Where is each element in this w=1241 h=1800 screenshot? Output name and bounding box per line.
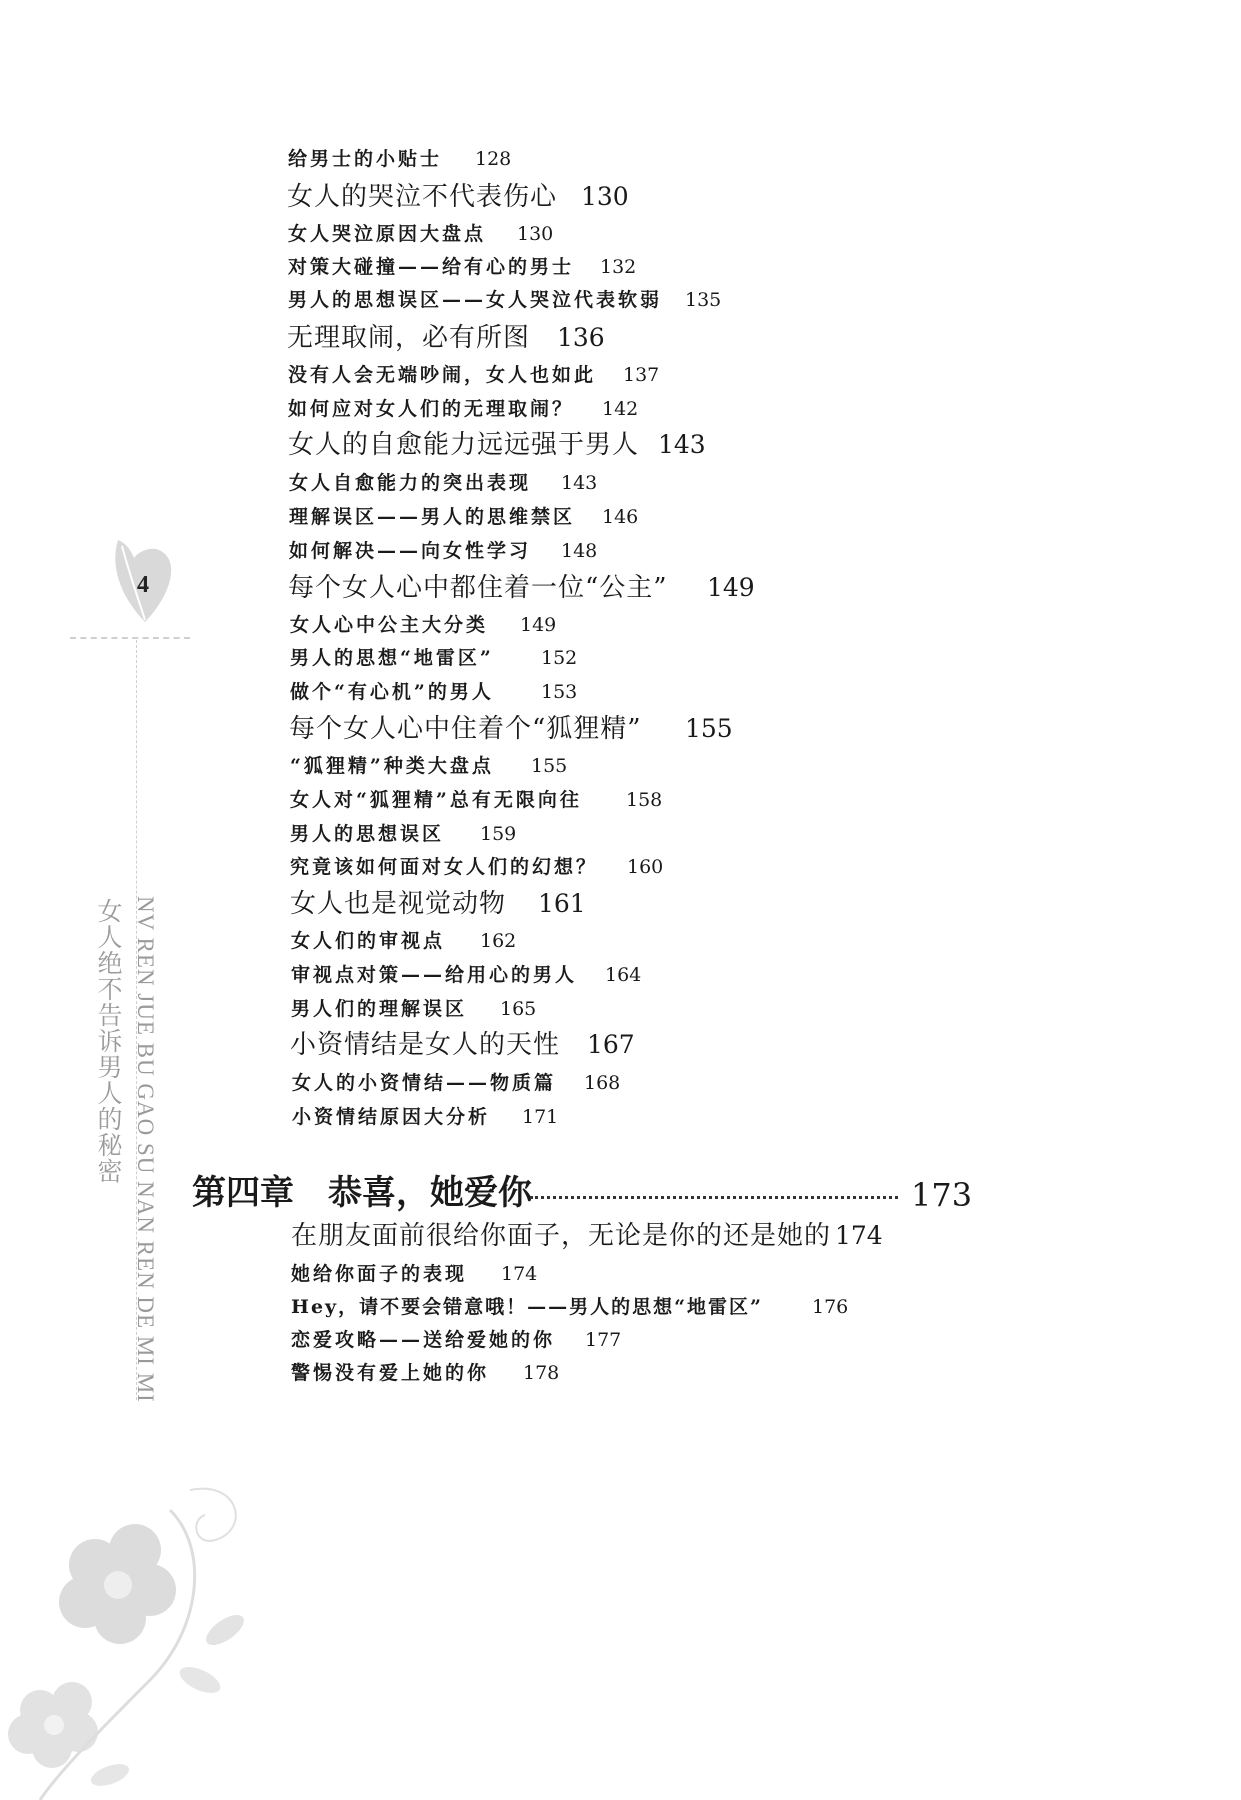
toc-entry[interactable] (289, 472, 598, 494)
toc-entry-page: 174 (501, 1263, 538, 1285)
toc-entry[interactable] (291, 930, 517, 952)
toc-entry-title: 女人的自愈能力远远强于男人 (288, 430, 640, 460)
toc-entry-title: 女人的哭泣不代表伤心 (287, 182, 558, 212)
toc-entry-title: 究竟该如何面对女人们的幻想？ (290, 856, 599, 878)
toc-entry[interactable] (290, 681, 578, 703)
toc-entry[interactable] (290, 789, 663, 811)
toc-entry-title: 如何解决——向女性学习 (289, 540, 532, 562)
toc-entry[interactable] (288, 256, 637, 278)
toc-entry-page: 142 (602, 398, 639, 420)
flower-decoration-icon (0, 1380, 260, 1800)
book-title-cn: 女人绝不告诉男人的秘密 (94, 898, 123, 1184)
toc-entry-page: 158 (626, 789, 663, 811)
toc-entry-title: 没有人会无端吵闹，女人也如此 (288, 364, 597, 386)
toc-entry-title: Hey，请不要会错意哦！——男人的思想“地雷区” (291, 1296, 763, 1318)
toc-entry[interactable] (289, 540, 598, 562)
toc-entry[interactable] (288, 364, 660, 386)
toc-entry-title: 男人们的理解误区 (291, 998, 468, 1020)
toc-entry-title: “狐狸精”种类大盘点 (290, 755, 494, 777)
toc-entry[interactable] (291, 1263, 538, 1285)
toc-entry-page: 136 (557, 323, 605, 352)
toc-entry[interactable] (289, 714, 733, 744)
toc-entry-title: 女人的小资情结——物质篇 (292, 1072, 557, 1094)
toc-entry-page: 159 (480, 823, 517, 845)
toc-entry-title: 恋爱攻略——送给爱她的你 (291, 1329, 556, 1351)
toc-entry-title: 女人也是视觉动物 (290, 889, 507, 919)
toc-entry-page: 162 (480, 930, 517, 952)
dot-leader (530, 1196, 898, 1199)
toc-entry-title: 小资情结原因大分析 (292, 1106, 491, 1128)
toc-entry-page: 143 (658, 430, 706, 459)
toc-entry[interactable] (290, 755, 568, 777)
toc-entry-page: 165 (500, 998, 537, 1020)
toc-entry[interactable] (288, 573, 755, 603)
toc-entry[interactable] (291, 1362, 560, 1384)
toc-entry-title: 做个“有心机”的男人 (290, 681, 494, 703)
toc-entry-page: 153 (541, 681, 578, 703)
toc-entry-title: 女人心中公主大分类 (290, 614, 489, 636)
toc-entry-title: 小资情结是女人的天性 (290, 1030, 561, 1060)
toc-entry-title: 男人的思想误区 (290, 823, 445, 845)
toc-entry-title: 如何应对女人们的无理取闹？ (288, 398, 575, 420)
toc-entry[interactable] (291, 1296, 849, 1318)
book-title-pinyin: NV REN JUE BU GAO SU NAN REN DE MI MI (133, 896, 158, 1403)
toc-entry-title: 她给你面子的表现 (291, 1263, 468, 1285)
toc-entry-page: 176 (812, 1296, 849, 1318)
toc-entry-page: 160 (627, 856, 664, 878)
toc-entry[interactable] (290, 647, 578, 669)
toc-entry-page: 155 (531, 755, 568, 777)
toc-entry-page: 177 (585, 1329, 622, 1351)
toc-entry[interactable] (290, 823, 517, 845)
toc-entry-title: 理解误区——男人的思维禁区 (289, 506, 576, 528)
toc-entry[interactable] (291, 964, 642, 986)
toc-entry-page: 128 (475, 148, 512, 170)
toc-entry-page: 168 (584, 1072, 621, 1094)
toc-entry-page: 164 (605, 964, 642, 986)
toc-entry[interactable] (288, 148, 512, 170)
toc-entry-page: 130 (581, 182, 629, 211)
toc-entry-page: 132 (600, 256, 637, 278)
toc-entry-page: 148 (561, 540, 598, 562)
page-number: 4 (137, 572, 149, 598)
toc-entry[interactable] (290, 889, 586, 919)
chapter-heading[interactable] (192, 1173, 532, 1213)
toc-entry-page: 174 (835, 1221, 883, 1250)
toc-entry[interactable] (288, 289, 722, 311)
toc-entry-page: 155 (685, 714, 733, 743)
toc-entry-title: 审视点对策——给用心的男人 (291, 964, 578, 986)
toc-entry-title: 对策大碰撞——给有心的男士 (288, 256, 575, 278)
toc-entry-title: 女人们的审视点 (291, 930, 446, 952)
toc-entry-title: 警惕没有爱上她的你 (291, 1362, 490, 1384)
toc-entry-page: 161 (538, 889, 586, 918)
toc-entry-title: 无理取闹，必有所图 (287, 323, 531, 353)
toc-entry-page: 135 (685, 289, 722, 311)
toc-entry[interactable] (288, 430, 706, 460)
toc-entry-title: 在朋友面前很给你面子，无论是你的还是她的 (291, 1221, 832, 1251)
toc-entry-title: 女人对“狐狸精”总有无限向往 (290, 789, 582, 811)
toc-entry-title: 给男士的小贴士 (288, 148, 443, 170)
toc-entry-page: 143 (561, 472, 598, 494)
toc-entry[interactable] (287, 323, 605, 353)
toc-entry-title: 每个女人心中都住着一位“公主” (288, 573, 668, 603)
toc-entry-title: 女人哭泣原因大盘点 (288, 223, 487, 245)
toc-entry-page: 167 (587, 1030, 635, 1059)
toc-entry[interactable] (288, 223, 554, 245)
toc-entry-title: 每个女人心中住着个“狐狸精” (289, 714, 642, 744)
toc-entry[interactable] (292, 1072, 621, 1094)
margin-divider (70, 637, 190, 639)
toc-entry-page: 146 (602, 506, 639, 528)
chapter-page: 173 (911, 1176, 973, 1214)
toc-entry-page: 171 (522, 1106, 559, 1128)
chapter-title: 第四章 恭喜，她爱你 (192, 1173, 532, 1213)
toc-entry[interactable] (291, 1329, 622, 1351)
toc-entry[interactable] (288, 398, 639, 420)
toc-entry[interactable] (290, 1030, 635, 1060)
toc-entry[interactable] (291, 998, 537, 1020)
toc-entry-title: 男人的思想误区——女人哭泣代表软弱 (288, 289, 663, 311)
toc-entry-title: 男人的思想“地雷区” (290, 647, 494, 669)
toc-entry[interactable] (291, 1221, 883, 1251)
toc-entry[interactable] (290, 614, 557, 636)
toc-entry[interactable] (292, 1106, 559, 1128)
toc-entry-page: 130 (517, 223, 554, 245)
toc-entry[interactable] (287, 182, 629, 212)
toc-entry-page: 152 (541, 647, 578, 669)
toc-entry-page: 149 (520, 614, 557, 636)
toc-entry-page: 149 (707, 573, 755, 602)
toc-entry[interactable] (289, 506, 639, 528)
toc-entry-title: 女人自愈能力的突出表现 (289, 472, 532, 494)
toc-entry-page: 137 (623, 364, 660, 386)
toc-entry[interactable] (290, 856, 664, 878)
toc-entry-page: 178 (523, 1362, 560, 1384)
